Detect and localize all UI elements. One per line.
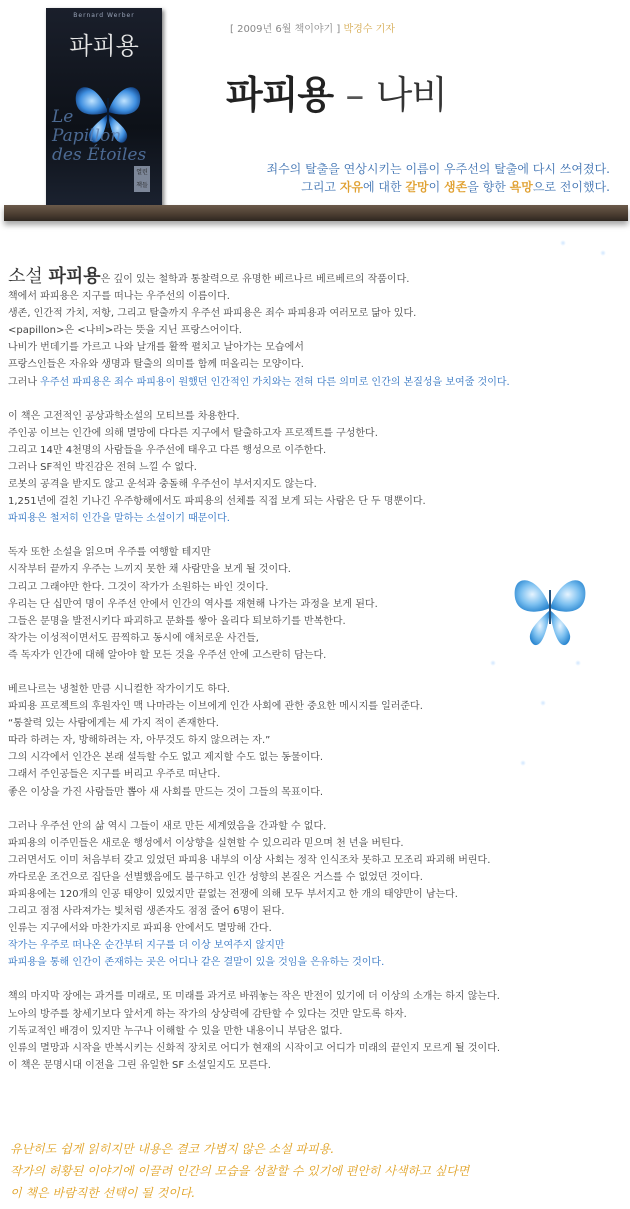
lead-word: 소설 파피용	[8, 266, 101, 287]
highlight-text: 파피용은 철저히 인간을 말하는 소설이기 때문이다.	[8, 513, 230, 525]
book-english-title: Le Papillon des Étoiles	[52, 107, 147, 165]
paragraph-6: 책의 마지막 장에는 과거를 미래로, 또 미래를 과거로 바꿔놓는 작은 반전이 있기에 더 이상의 소개는 하지 않는다. 노아의 방주를 창세기보다 앞서게 하는 작가의 상상력에 감탄할 수 있다는 것만 알도록 하자. 기독교적인 배경이 있지만 누구나 이해할 수 있을 만한 내용이니 부담은 없다. 인류의 멸망과 시작을 반복시키는 신화적 장치로 어디가 현재의 시작이고 어디가 미래의 끝인지 모르게 될 것이다. 이 책은 문명시대 이전을 그린 유일한 SF 소설일지도 모른다.	[8, 991, 501, 1071]
article-meta	[230, 20, 395, 35]
paragraph-1: 소설 파피용은 깊이 있는 철학과 통찰력으로 유명한 베르나르 베르베르의 작품이다. 책에서 파피용은 지구를 떠나는 우주선의 이름이다. 생존, 인간적 가치, 저항, 그리고 탈출까지 우주선 파피용은 죄수 파피용과 여러모로 닮아 있다. <papillon>은 <나비>라는 뜻을 지닌 프랑스어이다. 나비가 번데기를 가르고 나와 날개를 활짝 펼치고 날아가는 모습에서 프랑스인들은 자유와 생명과 탈출의 의미를 함께 떠올리는 모양이다. 그러나 우주선 파피용은 죄수 파피용이 원했던 인간적인 가치와는 전혀 다른 의미로 인간의 본질성을 보여줄 것이다.	[8, 266, 510, 388]
butterfly-icon	[505, 560, 595, 660]
sparkle-decoration	[490, 660, 496, 666]
paragraph-2: 이 책은 고전적인 공상과학소설의 모티브를 차용한다. 주인공 이브는 인간에 의해 멸망에 다다른 지구에서 탈출하고자 프로젝트를 구성한다. 그리고 14만 4천명의 사람들을 우주선에 태우고 다른 행성으로 이주한다. 그러나 SF적인 박진감은 전혀 느낄 수 없다. 로봇의 공격을 받지도 않고 운석과 충돌해 우주선이 부서지지도 않는다. 1,251년에 걸친 기나긴 우주항해에서도 파피용의 선체를 직접 보게 되는 사람은 단 두 명뿐이다. 파피용은 철저히 인간을 말하는 소설이기 때문이다.	[8, 408, 624, 528]
tagline-line-1: 죄수의 탈출을 연상시키는 이름이 우주선의 탈출에 다시 쓰여졌다.	[266, 162, 610, 176]
sparkle-decoration	[560, 240, 566, 246]
tagline-line-2: 그리고 자유에 대한 갈망이 생존을 향한 욕망으로 전이했다.	[301, 180, 610, 194]
book-author: Bernard Werber	[73, 12, 135, 19]
issue-label: [ 2009년 6월 책이야기 ]	[230, 24, 341, 35]
page-title	[226, 64, 447, 119]
paragraph-5: 그러나 우주선 안의 삶 역시 그들이 새로 만든 세계였음을 간과할 수 없다. 파피용의 이주민들은 새로운 행성에서 이상향을 실현할 수 있으리라 믿으며 천 년을 버틴다. 그러면서도 이미 처음부터 갖고 있었던 파피용 내부의 이상 사회는 정작 인식조차 못하고 모조리 파괴해 버린다. 까다로운 조건으로 집단을 선별했음에도 불구하고 인간 성향의 본질은 거스를 수 없었던 것이다. 파피용에는 120개의 인공 태양이 있었지만 끝없는 전쟁에 의해 모두 부서지고 한 개의 태양만이 남는다. 그리고 점점 사라져가는 빛처럼 생존자도 점점 줄어 6명이 된다. 인류는 지구에서와 마찬가지로 파피용 안에서도 멸망해 간다. 작가는 우주로 떠나온 순간부터 지구를 더 이상 보여주지 않지만 파피용을 통해 인간이 존재하는 곳은 어디나 같은 결말이 있을 것임을 은유하는 것이다.	[8, 818, 624, 972]
sparkle-decoration	[575, 660, 581, 666]
closing-remarks: 유난히도 쉽게 읽히지만 내용은 결코 가볍지 않은 소설 파피용. 작가의 허황된 이야기에 이끌려 인간의 모습을 성찰할 수 있기에 편안히 사색하고 싶다면 이 책은 바람직한 선택이 될 것이다.	[10, 1142, 470, 1200]
highlight-text: 파피용을 통해 인간이 존재하는 곳은 어디나 같은 결말이 있을 것임을 은유하는 것이다.	[8, 957, 385, 969]
article-header	[0, 0, 630, 230]
book-title: 파피용	[69, 32, 139, 60]
paragraph-3: 독자 또한 소설을 읽으며 우주를 여행할 테지만 시작부터 끝까지 우주는 느끼지 못한 채 사람만을 보게 될 것이다. 그리고 그래야만 한다. 그것이 작가가 소원하는 바인 것이다. 우리는 단 십만여 명이 우주선 안에서 인간의 역사를 재현해 나가는 과정을 보게 된다. 그들은 문명을 발전시키다 파괴하고 문화를 쌓아 올리다 퇴보하기를 반복한다. 작가는 이성적이면서도 끔찍하고 동시에 애처로운 사건들, 즉 독자가 인간에 대해 알아야 할 모든 것을 우주선 안에 고스란히 담는다.	[8, 547, 378, 661]
paragraph-4: 베르나르는 냉철한 만큼 시니컬한 작가이기도 하다. 파피용 프로젝트의 후원자인 맥 나마라는 이브에게 인간 사회에 관한 중요한 메시지를 일러준다. “통찰력 있는 사람에게는 세 가지 적이 존재한다. 따라 하려는 자, 방해하려는 자, 아무것도 하지 않으려는 자.” 그의 시각에서 인간은 본래 설득할 수도 없고 제지할 수도 없는 동물이다. 그래서 주인공들은 지구를 버리고 우주로 떠난다. 좋은 이상을 가진 사람들만 뽑아 새 사회를 만드는 것이 그들의 목표이다.	[8, 683, 423, 798]
tagline	[210, 160, 610, 196]
highlight-text: 우주선 파피용은 죄수 파피용이 원했던 인간적인 가치와는 전혀 다른 의미로 인간의 본질성을 보여줄 것이다.	[40, 376, 510, 388]
book-cover	[46, 8, 162, 208]
sparkle-decoration	[540, 700, 546, 706]
title-sub-text: 나비	[375, 73, 448, 117]
publisher-seal: 열린책들	[134, 166, 150, 192]
shelf-divider	[4, 205, 628, 221]
highlight-text: 작가는 우주로 떠나온 순간부터 지구를 더 이상 보여주지 않지만	[8, 940, 285, 952]
article-body	[8, 268, 624, 1091]
byline: 박경수 기자	[343, 24, 395, 35]
sparkle-decoration	[600, 250, 606, 256]
title-dash: –	[345, 73, 364, 117]
sparkle-decoration	[520, 760, 526, 766]
title-main-text: 파피용	[226, 73, 334, 117]
